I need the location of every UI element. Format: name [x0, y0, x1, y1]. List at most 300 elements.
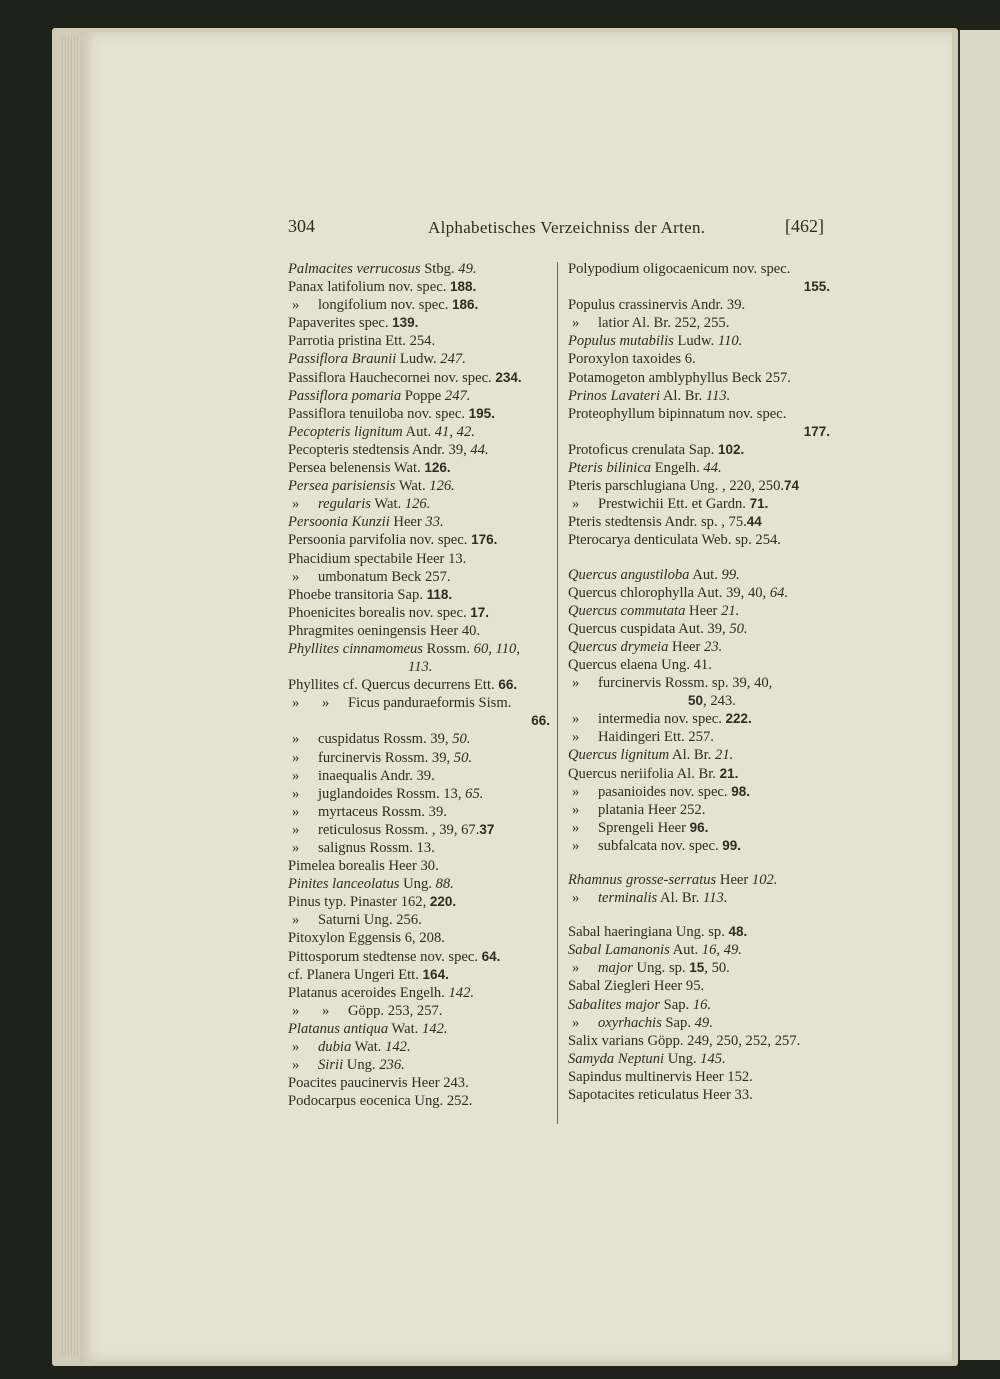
index-entry [288, 459, 560, 477]
entry-name: Proteophyllum bipinnatum nov. spec. [568, 405, 787, 422]
index-entry [568, 350, 840, 368]
page-ref-bold: 195. [468, 405, 495, 421]
ditto-mark: » [572, 496, 580, 513]
entry-name: pasanioides nov. spec. [598, 783, 732, 800]
page-ref-italic: 110. [717, 333, 743, 350]
entry-name: Rhamnus grosse-serratus [568, 872, 717, 888]
page-ref-italic: 49. [694, 1014, 713, 1031]
index-entry [288, 1056, 560, 1074]
index-entry [288, 369, 560, 387]
entry-name: Quercus neriifolia Al. Br. [568, 765, 720, 782]
ditto-mark: » [572, 783, 580, 800]
page-number: 304 [288, 216, 315, 236]
index-entry [288, 622, 560, 640]
page-ref-italic: 50. [729, 620, 748, 637]
page-ref-bold: 17. [470, 604, 490, 620]
entry-name: Pterocarya denticulata Web. sp. 254. [568, 532, 781, 549]
index-entry [568, 923, 840, 941]
entry-name: Papaverites spec. [288, 315, 393, 332]
index-entry [568, 977, 840, 995]
page-ref-bold: 74 [784, 478, 800, 494]
page-ref-bold: 98. [731, 783, 750, 799]
index-entry [288, 531, 560, 549]
entry-name: Quercus commutata [568, 602, 686, 619]
index-entry [568, 405, 840, 441]
entry-name: Populus crassinervis Andr. 39. [568, 297, 746, 314]
entry-name: Sapindus multinervis Heer 152. [568, 1068, 753, 1085]
page-ref-italic: 16, 49. [701, 942, 742, 959]
entry-name: Pittosporum stedtense nov. spec. [288, 948, 482, 965]
entry-name: Poacites paucinervis Heer 243. [288, 1075, 469, 1092]
entry-citation: Ludw. [673, 333, 718, 350]
page-ref-italic: 247. [440, 351, 466, 368]
entry-citation: Ung. [664, 1050, 701, 1067]
page-ref-continued: 66. [531, 713, 550, 729]
entry-name: Passiflora Hauchecornei nov. spec. [288, 369, 496, 386]
index-entry [568, 746, 840, 764]
page-ref-italic: 64. [769, 584, 789, 601]
entry-name: Pimelea borealis Heer 30. [288, 858, 439, 875]
ditto-mark: » [322, 695, 330, 712]
entry-citation: Ung. sp. [632, 960, 690, 977]
entry-name: Poroxylon taxoides 6. [568, 351, 696, 368]
entry-citation: Wat. [351, 1039, 386, 1056]
entry-name: Sprengeli Heer [598, 819, 690, 836]
page-ref-italic: 142. [448, 984, 475, 1001]
page-ref-bold: 220. [429, 894, 457, 910]
index-entry [568, 566, 840, 584]
index-entry [568, 369, 840, 387]
index-entry [568, 765, 840, 783]
entry-citation: Wat. [370, 496, 405, 513]
index-entry [288, 966, 560, 984]
entry-name: intermedia nov. spec. [598, 711, 726, 728]
entry-citation: Aut. [669, 942, 702, 959]
page-ref-bold: 66. [498, 677, 518, 693]
entry-name: Haidingeri Ett. 257. [598, 729, 714, 746]
page-ref-bold: 96. [689, 819, 709, 835]
entry-name: dubia [318, 1039, 352, 1056]
index-entry [568, 801, 840, 819]
page-ref-bold: 176. [471, 532, 498, 548]
ditto-mark: » [572, 960, 580, 977]
index-entry [568, 513, 840, 531]
index-entry [288, 1092, 560, 1110]
entry-name: terminalis [598, 890, 658, 907]
entry-citation: Ludw. [396, 351, 441, 368]
page-ref-bold: 186. [452, 297, 479, 313]
index-entry [288, 586, 560, 604]
ditto-mark: » [572, 315, 580, 332]
index-entry [568, 728, 840, 746]
entry-citation: Wat. [388, 1020, 422, 1037]
entry-name: Phragmites oeningensis Heer 40. [288, 622, 481, 639]
entry-name: Salix varians Göpp. 249, 250, 252, 257. [568, 1032, 801, 1049]
entry-name: Pecopteris lignitum [288, 423, 403, 440]
running-title: Alphabetisches Verzeichniss der Arten. [428, 218, 706, 237]
index-entry [288, 314, 560, 332]
index-entry [568, 871, 840, 889]
entry-name: cuspidatus Rossm. 39, [318, 731, 453, 748]
page-ref-continued: 113. [408, 659, 433, 676]
index-entry [288, 423, 560, 441]
page-ref-bold: 21. [719, 765, 739, 781]
page-ref-italic: 49. [458, 261, 477, 277]
ditto-mark: » [572, 819, 580, 836]
index-column-left [288, 260, 560, 1110]
index-entry [288, 694, 560, 730]
entry-citation: Poppe [401, 387, 445, 404]
page-ref-italic: 113. [705, 387, 731, 404]
entry-name: furcinervis Rossm. sp. 39, 40, [598, 675, 773, 692]
entry-name: Sabal haeringiana Ung. sp. [568, 924, 729, 941]
ditto-mark: » [292, 496, 300, 513]
entry-citation: Al. Br. [669, 747, 716, 764]
page-ref-italic: 23. [704, 638, 723, 655]
page-ref-bold: 234. [495, 369, 522, 385]
index-entry [568, 889, 840, 907]
entry-citation: , 243. [703, 693, 736, 710]
index-entry [288, 350, 560, 368]
index-entry [568, 941, 840, 959]
entry-name: Quercus chlorophylla Aut. 39, 40, [568, 584, 770, 601]
entry-citation: Aut. [689, 566, 722, 583]
index-entry [568, 296, 840, 314]
entry-citation: Al. Br. [657, 890, 704, 907]
index-entry [568, 783, 840, 801]
entry-name: Passiflora pomaria [288, 387, 402, 404]
entry-citation: Ung. [399, 876, 436, 893]
entry-name: Podocarpus eocenica Ung. 252. [288, 1093, 473, 1110]
index-entry [288, 332, 560, 350]
entry-name: salignus Rossm. 13. [318, 840, 435, 856]
entry-name: Sabalites major [568, 996, 661, 1013]
entry-name: Persea belenensis Wat. [288, 460, 425, 477]
index-entry [288, 803, 560, 821]
page-ref-italic: 33. [425, 514, 444, 531]
page-ref-italic: 65. [465, 785, 484, 802]
page-ref-italic: 247. [444, 387, 471, 404]
running-header [288, 216, 824, 246]
ditto-mark: » [292, 1002, 300, 1019]
entry-name: Samyda Neptuni [568, 1050, 665, 1067]
index-entry [568, 459, 840, 477]
ditto-mark: » [572, 729, 580, 746]
ditto-mark: » [292, 840, 300, 856]
ditto-mark: » [572, 890, 580, 907]
index-entry [288, 676, 560, 694]
entry-name: Platanus antiqua [288, 1020, 389, 1037]
page-ref-italic: 50. [452, 731, 471, 748]
entry-name: Sabal Lamanonis [568, 942, 670, 959]
ditto-mark: » [292, 749, 300, 766]
index-entry [288, 821, 560, 839]
page-ref-italic: 126. [429, 478, 455, 495]
entry-citation: , 220, 250. [722, 478, 785, 495]
entry-name: reticulosus Rossm. [318, 821, 432, 838]
section-gap [568, 907, 840, 923]
page-ref-bold: 37 [479, 821, 495, 837]
entry-citation: Ung. [343, 1057, 380, 1074]
index-entry [568, 602, 840, 620]
entry-name: Persoonia Kunzii [288, 514, 390, 531]
index-entry [288, 477, 560, 495]
entry-citation: Rossm. [422, 640, 474, 657]
entry-citation: Sap. [661, 1014, 695, 1031]
ditto-mark: » [572, 675, 580, 692]
index-entry [288, 749, 560, 767]
entry-name: inaequalis Andr. 39. [318, 767, 435, 784]
entry-name: Potamogeton amblyphyllus Beck 257. [568, 369, 791, 386]
entry-name: Saturni Ung. 256. [318, 912, 422, 929]
page-ref-bold: 222. [725, 711, 752, 727]
index-entry [288, 929, 560, 947]
entry-citation: Wat. [395, 478, 430, 495]
entry-name: Pinites lanceolatus [288, 876, 400, 893]
page-ref-italic: 50. [453, 749, 473, 766]
index-entry [568, 638, 840, 656]
entry-name: Quercus lignitum [568, 747, 670, 764]
index-entry [288, 278, 560, 296]
entry-name: Phacidium spectabile Heer 13. [288, 550, 467, 567]
index-entry [288, 767, 560, 785]
column-divider [557, 262, 558, 1124]
entry-name: umbonatum Beck 257. [318, 568, 451, 585]
page-ref-continued: 177. [803, 423, 830, 439]
index-entry [568, 837, 840, 855]
ditto-mark: » [292, 1057, 300, 1074]
entry-name: Ficus panduraeformis Sism. [348, 695, 512, 712]
entry-name: Protoficus crenulata Sap. [568, 441, 718, 458]
index-entry [288, 387, 560, 405]
index-entry [568, 819, 840, 837]
page-ref-bold: 64. [481, 948, 501, 964]
page-ref-italic: 41, 42. [434, 423, 475, 440]
ditto-mark: » [292, 297, 300, 314]
ditto-mark: » [322, 1002, 330, 1019]
index-entry [288, 441, 560, 459]
entry-name: Phyllites cf. Quercus decurrens Ett. [288, 677, 499, 694]
entry-citation: Heer [389, 514, 426, 531]
page-ref-italic: 99. [721, 566, 740, 583]
page-ref-bold: 102. [717, 441, 745, 457]
entry-name: juglandoides Rossm. 13, [318, 785, 466, 802]
entry-citation: Al. Br. [660, 387, 706, 404]
entry-citation: , 50. [704, 960, 730, 977]
index-entry [288, 839, 560, 857]
entry-name: Sirii [318, 1057, 344, 1074]
entry-name: platania Heer 252. [598, 801, 706, 818]
facing-page-edge [958, 30, 1000, 1360]
index-entry [568, 1014, 840, 1032]
index-entry [288, 1002, 560, 1020]
index-entry [568, 710, 840, 728]
index-entry [288, 604, 560, 622]
entry-name: Populus mutabilis [568, 333, 674, 350]
entry-citation: Stbg. [420, 261, 459, 277]
page-ref-italic: 113. [703, 890, 728, 907]
page-ref-bold: 139. [392, 315, 419, 331]
entry-name: Quercus cuspidata Aut. 39, [568, 620, 730, 637]
index-entry [288, 260, 560, 278]
section-gap [568, 855, 840, 871]
entry-citation: Sap. [660, 996, 693, 1013]
entry-citation: Heer [685, 602, 722, 619]
entry-name: Quercus elaena Ung. 41. [568, 656, 712, 673]
page-ref-bold: 126. [424, 460, 451, 476]
page-ref-italic: 88. [435, 876, 454, 893]
index-entry [568, 531, 840, 549]
index-entry [288, 568, 560, 586]
index-entry [288, 948, 560, 966]
page-ref-bold: 71. [749, 496, 769, 512]
index-entry [568, 1068, 840, 1086]
page-ref-bold: 164. [422, 966, 449, 982]
index-entry [288, 984, 560, 1002]
entry-name: Phoenicites borealis nov. spec. [288, 604, 471, 621]
index-entry [288, 857, 560, 875]
index-entry [568, 260, 840, 296]
entry-citation: , 75. [721, 514, 747, 531]
entry-name: Pteris parschlugiana Ung. [568, 478, 723, 495]
index-entry [568, 332, 840, 350]
ditto-mark: » [572, 837, 580, 854]
page-ref-bold: 48. [728, 924, 748, 940]
page-ref-bold: 44 [746, 514, 762, 530]
entry-name: Göpp. 253, 257. [348, 1002, 443, 1019]
page-ref-bold: 50 [688, 693, 704, 709]
entry-name: Panax latifolium nov. spec. [288, 279, 450, 296]
ditto-mark: » [292, 731, 300, 748]
entry-name: Pitoxylon Eggensis 6, 208. [288, 930, 445, 947]
index-entry [288, 640, 560, 676]
entry-name: subfalcata nov. spec. [598, 837, 723, 854]
entry-name: Sapotacites reticulatus Heer 33. [568, 1087, 753, 1104]
ditto-mark: » [572, 801, 580, 818]
entry-citation: , 39, 67. [431, 821, 480, 838]
entry-name: myrtaceus Rossm. 39. [318, 803, 447, 820]
index-entry [568, 1050, 840, 1068]
index-entry [568, 495, 840, 513]
entry-citation: Aut. [402, 423, 435, 440]
index-entry [568, 1032, 840, 1050]
ditto-mark: » [292, 821, 300, 838]
page-ref-italic: 16. [692, 996, 712, 1013]
entry-name: Quercus drymeia [568, 638, 669, 655]
index-entry [568, 620, 840, 638]
page-ref-continued: 155. [803, 279, 830, 295]
ditto-mark: » [292, 1039, 300, 1056]
index-entry [568, 959, 840, 977]
page-ref-bold: 118. [426, 586, 453, 602]
index-entry [288, 1020, 560, 1038]
entry-name: Quercus angustiloba [568, 566, 690, 583]
index-entry [288, 513, 560, 531]
entry-name: Pinus typ. Pinaster 162, [288, 894, 430, 911]
page-ref-italic: 44. [703, 460, 722, 477]
entry-name: Polypodium oligocaenicum nov. spec. [568, 261, 791, 277]
page-ref-italic: 142. [385, 1039, 411, 1056]
entry-name: Pteris stedtensis Andr. sp. [568, 514, 722, 531]
entry-name: latior Al. Br. 252, 255. [598, 315, 730, 332]
entry-name: Sabal Ziegleri Heer 95. [568, 978, 705, 995]
entry-name: Prestwichii Ett. et Gardn. [598, 496, 750, 513]
index-entry [568, 441, 840, 459]
index-entry [288, 911, 560, 929]
page-ref-bold: 99. [722, 837, 742, 853]
entry-name: Passiflora tenuiloba nov. spec. [288, 405, 469, 422]
index-entry [568, 387, 840, 405]
entry-name: regularis [318, 496, 371, 513]
entry-citation: Heer [716, 872, 752, 888]
entry-name: major [598, 960, 633, 977]
section-gap [568, 550, 840, 566]
original-page-number: [462] [785, 216, 824, 236]
ditto-mark: » [292, 568, 300, 585]
entry-name: Persoonia parvifolia nov. spec. [288, 532, 472, 549]
entry-name: furcinervis Rossm. 39, [318, 749, 454, 766]
index-column-right [568, 260, 840, 1104]
page-ref-italic: 145. [700, 1050, 726, 1067]
index-entry [568, 314, 840, 332]
index-entry [288, 1038, 560, 1056]
page-ref-italic: 60, 110, [473, 640, 521, 657]
page-ref-italic: 44. [470, 441, 489, 458]
ditto-mark: » [292, 767, 300, 784]
entry-name: Phoebe transitoria Sap. [288, 586, 427, 603]
page-ref-bold: 188. [450, 279, 477, 295]
index-entry [288, 405, 560, 423]
entry-name: cf. Planera Ungeri Ett. [288, 966, 423, 983]
entry-name: Prinos Lavateri [568, 387, 661, 404]
page-ref-italic: 102. [751, 872, 778, 888]
index-entry [288, 893, 560, 911]
entry-name: Persea parisiensis [288, 478, 396, 495]
index-entry [568, 996, 840, 1014]
entry-name: Pecopteris stedtensis Andr. 39, [288, 441, 471, 458]
index-entry [288, 1074, 560, 1092]
entry-name: Palmacites verrucosus [288, 261, 421, 277]
ditto-mark: » [292, 912, 300, 929]
ditto-mark: » [292, 785, 300, 802]
ditto-mark: » [292, 803, 300, 820]
index-entry [568, 656, 840, 674]
index-entry [568, 674, 840, 710]
index-entry [568, 477, 840, 495]
ditto-mark: » [572, 711, 580, 728]
entry-name: longifolium nov. spec. [318, 297, 453, 314]
index-entry [288, 875, 560, 893]
entry-name: Parrotia pristina Ett. 254. [288, 333, 436, 350]
page-ref-italic: 142. [421, 1020, 448, 1037]
index-entry [288, 296, 560, 314]
page-ref-italic: 21. [721, 602, 740, 619]
entry-citation: Heer [668, 638, 705, 655]
entry-continuation [568, 692, 840, 710]
ditto-mark: » [292, 695, 300, 712]
ditto-mark: » [572, 1014, 580, 1031]
entry-citation: Engelh. [651, 460, 704, 477]
entry-name: oxyrhachis [598, 1014, 662, 1031]
index-entry [288, 550, 560, 568]
entry-name: Pteris bilinica [568, 460, 652, 477]
index-entry [568, 1086, 840, 1104]
page-ref-italic: 21. [715, 747, 734, 764]
entry-name: Phyllites cinnamomeus [288, 640, 423, 657]
index-entry [288, 495, 560, 513]
page-ref-italic: 236. [379, 1057, 405, 1074]
page-ref-bold: 15 [689, 960, 705, 976]
